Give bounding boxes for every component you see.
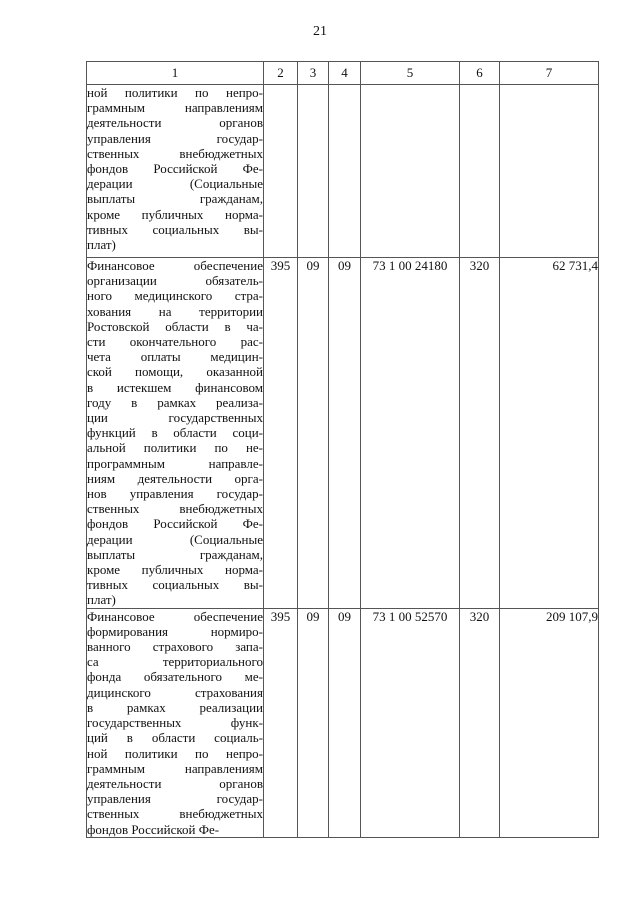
grbs-code: 395: [264, 258, 298, 609]
description-line: организации обязатель-: [87, 273, 263, 289]
header-col-6: 6: [460, 62, 500, 85]
expense-type-code: 320: [460, 258, 500, 609]
table-row: [87, 608, 599, 837]
grbs-code: 395: [264, 608, 298, 837]
description-line: ванного страхового запа-: [87, 639, 263, 655]
subsection-code: 09: [329, 608, 361, 837]
description-line: ной политики по непро-: [87, 85, 263, 100]
description-line: ственных внебюджетных: [87, 501, 263, 517]
description-line: дицинского страхования: [87, 684, 263, 700]
description-line: ственных внебюджетных: [87, 806, 263, 822]
description-line: программным направле-: [87, 455, 263, 471]
description-line: выплаты гражданам,: [87, 546, 263, 562]
description-line: альной политики по не-: [87, 440, 263, 456]
table-row: [87, 258, 599, 609]
description-line: дерации (Социальные: [87, 531, 263, 547]
row-description: [87, 258, 264, 609]
description-line: тивных социальных вы-: [87, 221, 263, 237]
description-line: граммным направлениям: [87, 760, 263, 776]
description-line: плат): [87, 237, 116, 253]
budget-table: [86, 61, 599, 838]
subsection-code: [329, 85, 361, 258]
header-col-4: 4: [329, 62, 361, 85]
header-col-5: 5: [361, 62, 460, 85]
description-line: управления государ-: [87, 130, 263, 146]
header-col-3: 3: [298, 62, 329, 85]
description-line: дерации (Социальные: [87, 176, 263, 192]
description-line: нов управления государ-: [87, 486, 263, 502]
description-line: ного медицинского стра-: [87, 288, 263, 304]
description-line: функций в области соци-: [87, 425, 263, 441]
description-line: сти окончательного рас-: [87, 334, 263, 350]
description-line: фондов Российской Фе-: [87, 161, 263, 177]
description-line: ственных внебюджетных: [87, 145, 263, 161]
amount: 209 107,9: [500, 608, 599, 837]
target-article-code: 73 1 00 24180: [361, 258, 460, 609]
row-description: [87, 608, 264, 837]
description-line: фондов Российской Фе-: [87, 821, 220, 837]
description-line: кроме публичных норма-: [87, 562, 263, 578]
description-line: выплаты гражданам,: [87, 191, 263, 207]
description-line: ской помощи, оказанной: [87, 364, 263, 380]
section-code: 09: [298, 608, 329, 837]
expense-type-code: [460, 85, 500, 258]
row-description: [87, 85, 264, 258]
description-line: са территориального: [87, 654, 263, 670]
header-col-2: 2: [264, 62, 298, 85]
description-line: ций в области социаль-: [87, 730, 263, 746]
page-number: 21: [313, 24, 327, 39]
description-line: плат): [87, 592, 116, 608]
description-line: Финансовое обеспечение: [87, 608, 263, 624]
subsection-code: 09: [329, 258, 361, 609]
description-line: деятельности органов: [87, 115, 263, 131]
description-line: в истекшем финансовом: [87, 379, 263, 395]
description-line: формирования нормиро-: [87, 623, 263, 639]
expense-type-code: 320: [460, 608, 500, 837]
description-line: кроме публичных норма-: [87, 206, 263, 222]
amount: [500, 85, 599, 258]
description-line: ниям деятельности орга-: [87, 470, 263, 486]
target-article-code: [361, 85, 460, 258]
target-article-code: 73 1 00 52570: [361, 608, 460, 837]
description-line: хования на территории: [87, 303, 263, 319]
description-line: в рамках реализации: [87, 699, 263, 715]
description-line: году в рамках реализа-: [87, 394, 263, 410]
description-line: тивных социальных вы-: [87, 577, 263, 593]
description-line: государственных функ-: [87, 715, 263, 731]
header-col-7: 7: [500, 62, 599, 85]
amount: 62 731,4: [500, 258, 599, 609]
description-line: ции государственных: [87, 410, 263, 426]
description-line: ной политики по непро-: [87, 745, 263, 761]
description-line: управления государ-: [87, 791, 263, 807]
grbs-code: [264, 85, 298, 258]
description-line: чета оплаты медицин-: [87, 349, 263, 365]
section-code: [298, 85, 329, 258]
description-line: Финансовое обеспечение: [87, 258, 263, 273]
description-line: фонда обязательного ме-: [87, 669, 263, 685]
header-col-1: 1: [87, 62, 264, 85]
description-line: граммным направлениям: [87, 100, 263, 116]
description-line: Ростовской области в ча-: [87, 318, 263, 334]
description-line: фондов Российской Фе-: [87, 516, 263, 532]
description-line: деятельности органов: [87, 775, 263, 791]
header-row: [87, 62, 599, 85]
table-row: [87, 85, 599, 258]
section-code: 09: [298, 258, 329, 609]
